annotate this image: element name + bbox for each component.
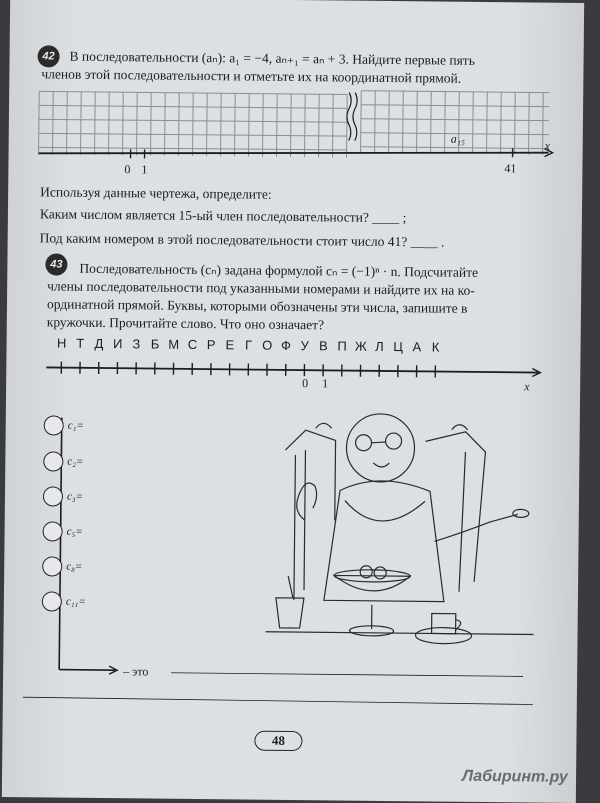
task-42-question-intro: Используя данные чертежа, определите: xyxy=(40,183,272,203)
number-line-letter: О xyxy=(260,338,274,353)
task-43-label-x: x xyxy=(524,377,530,395)
circle-label-c11: c₁₁= xyxy=(66,596,86,608)
task-43-label-zero: 0 xyxy=(302,374,308,392)
task-42-line1: В последовательности (aₙ): a₁ = −4, aₙ₊₁ = aₙ + 3. Найдите первые пять xyxy=(69,48,569,71)
number-line-letter: П xyxy=(335,338,349,353)
task-42-question-2: Под каким номером в этой последовательности стоит число 41? ____ . xyxy=(40,229,445,251)
number-line-letter: Т xyxy=(73,336,87,351)
number-line-letter: Ф xyxy=(279,338,293,353)
task-42-label-zero: 0 xyxy=(124,160,130,178)
circle-label-c1: c₁= xyxy=(68,420,84,432)
number-line-letter: М xyxy=(167,337,181,352)
task-43-number: 43 xyxy=(50,258,62,270)
answer-prefix: – это xyxy=(123,662,148,680)
task-42-number: 42 xyxy=(42,50,54,62)
number-line-letter: Ж xyxy=(354,339,368,354)
number-line-letter: З xyxy=(129,336,143,351)
number-line-letter: Д xyxy=(92,336,106,351)
number-line-letter: Б xyxy=(148,336,162,351)
circle-label-c5: c₅= xyxy=(67,526,83,538)
task-43-label-one: 1 xyxy=(322,374,328,392)
number-line-letter: Е xyxy=(223,337,237,352)
number-line-letter: А xyxy=(410,339,424,354)
page-number-badge xyxy=(254,731,302,752)
number-line-letter: С xyxy=(185,337,199,352)
task-42-question-1: Каким числом является 15-ый член последовательности? ____ ; xyxy=(40,205,407,227)
task-43-line1: Последовательность (cₙ) задана формулой cₙ = (−1)ⁿ · n. Подсчитайте xyxy=(79,260,559,283)
number-line-letter: В xyxy=(316,338,330,353)
task-43-line4: кружочки. Прочитайте слово. Что оно означает? xyxy=(47,313,567,336)
number-line-letter: Н xyxy=(55,336,69,351)
number-line-letter: У xyxy=(298,338,312,353)
workbook-page xyxy=(2,0,584,803)
task-42-line2: членов этой последовательности и отметьте их на координатной прямой. xyxy=(41,65,561,88)
circle-label-c8: c₈= xyxy=(66,561,82,573)
number-line-letter: Р xyxy=(204,337,218,352)
number-line-letter: Ц xyxy=(391,339,405,354)
task-43-line2: члены последовательности под указанными номерами и найдите их на ко- xyxy=(47,277,567,300)
watermark: Лабиринт.ру xyxy=(462,768,568,787)
circle-label-c3: c₃= xyxy=(67,491,83,503)
number-line-letter: К xyxy=(428,339,442,354)
number-line-letter: И xyxy=(111,336,125,351)
task-42-label-one: 1 xyxy=(141,160,147,178)
number-line-letter: Л xyxy=(372,339,386,354)
circle-label-c2: c₂= xyxy=(67,456,83,468)
task-42-label-a15: a₁₅ xyxy=(451,130,466,148)
man-at-table-illustration xyxy=(2,0,584,803)
page-number: 48 xyxy=(272,733,285,748)
number-line-letter: Г xyxy=(241,337,255,352)
task-42-label-x: x xyxy=(545,137,551,155)
task-42-label-41: 41 xyxy=(504,159,516,177)
task-43-line3: ординатной прямой. Буквы, которыми обозначены эти числа, запишите в xyxy=(47,295,567,318)
head-shape xyxy=(346,414,415,483)
